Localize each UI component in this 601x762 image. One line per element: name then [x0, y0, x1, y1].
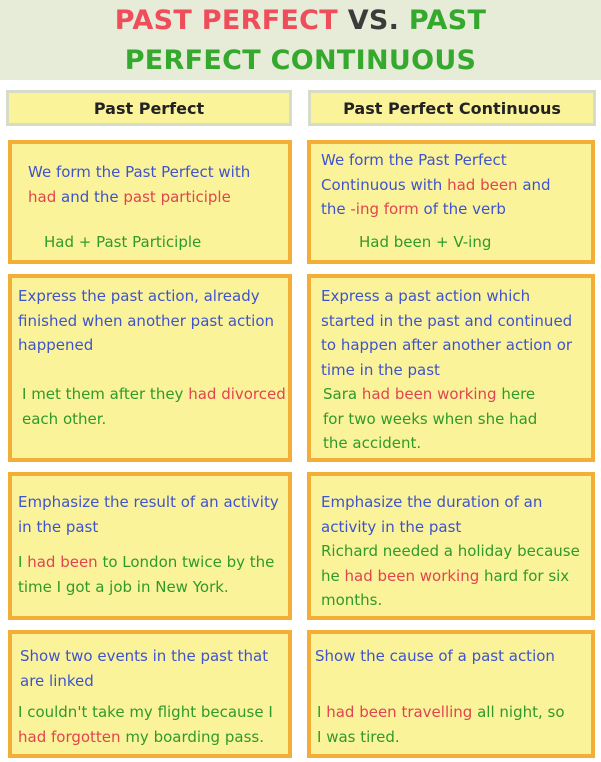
- rule-text: We form the Past Perfect Continuous with had been and the -ing form of the verb: [321, 151, 551, 218]
- example-text: I had been to London twice by the time I got a job in New York.: [18, 553, 275, 596]
- box-cause-of-action: [307, 630, 595, 758]
- rule-text: Express a past action which started in the past and continued to happen after another action or time in the past: [321, 287, 573, 379]
- header-past-perfect: Past Perfect: [6, 90, 292, 126]
- title-past: PAST: [408, 5, 487, 36]
- title-vs: VS.: [347, 5, 400, 36]
- example-text: Sara had been working here for two weeks when she had the accident.: [323, 385, 538, 452]
- box-emphasize-duration: [307, 472, 595, 620]
- formula: Had been + V-ing: [359, 233, 492, 251]
- rule-text: Express the past action, already finished when another past action happened: [18, 287, 275, 354]
- example-text: I had been travelling all night, so I was tired.: [317, 703, 565, 746]
- box-emphasize-result: [8, 472, 292, 620]
- example-text: Richard needed a holiday because he had been working hard for six months.: [321, 542, 580, 609]
- rule-text: Emphasize the result of an activity in the past: [18, 493, 279, 536]
- box-use-finished-action: [8, 274, 292, 462]
- box-use-continued-action: [307, 274, 595, 462]
- box-formation-past-perfect: [8, 140, 292, 264]
- title-past-perfect: PAST PERFECT: [114, 5, 339, 36]
- title-line-1: [0, 6, 601, 36]
- title-line-2: PERFECT CONTINUOUS: [124, 45, 477, 76]
- box-formation-past-perfect-continuous: [307, 140, 595, 264]
- box-linked-events: [8, 630, 292, 758]
- rule-text: Emphasize the duration of an activity in the past: [321, 493, 543, 536]
- rule-text: Show two events in the past that are linked: [20, 647, 269, 690]
- formula: Had + Past Participle: [44, 233, 202, 251]
- header-past-perfect-continuous: Past Perfect Continuous: [308, 90, 596, 126]
- rule-text: We form the Past Perfect with had and the past participle: [28, 163, 251, 206]
- rule-text: Show the cause of a past action: [315, 647, 555, 665]
- example-text: I met them after they had divorced each other.: [22, 385, 286, 428]
- example-text: I couldn't take my flight because I had forgotten my boarding pass.: [18, 703, 273, 746]
